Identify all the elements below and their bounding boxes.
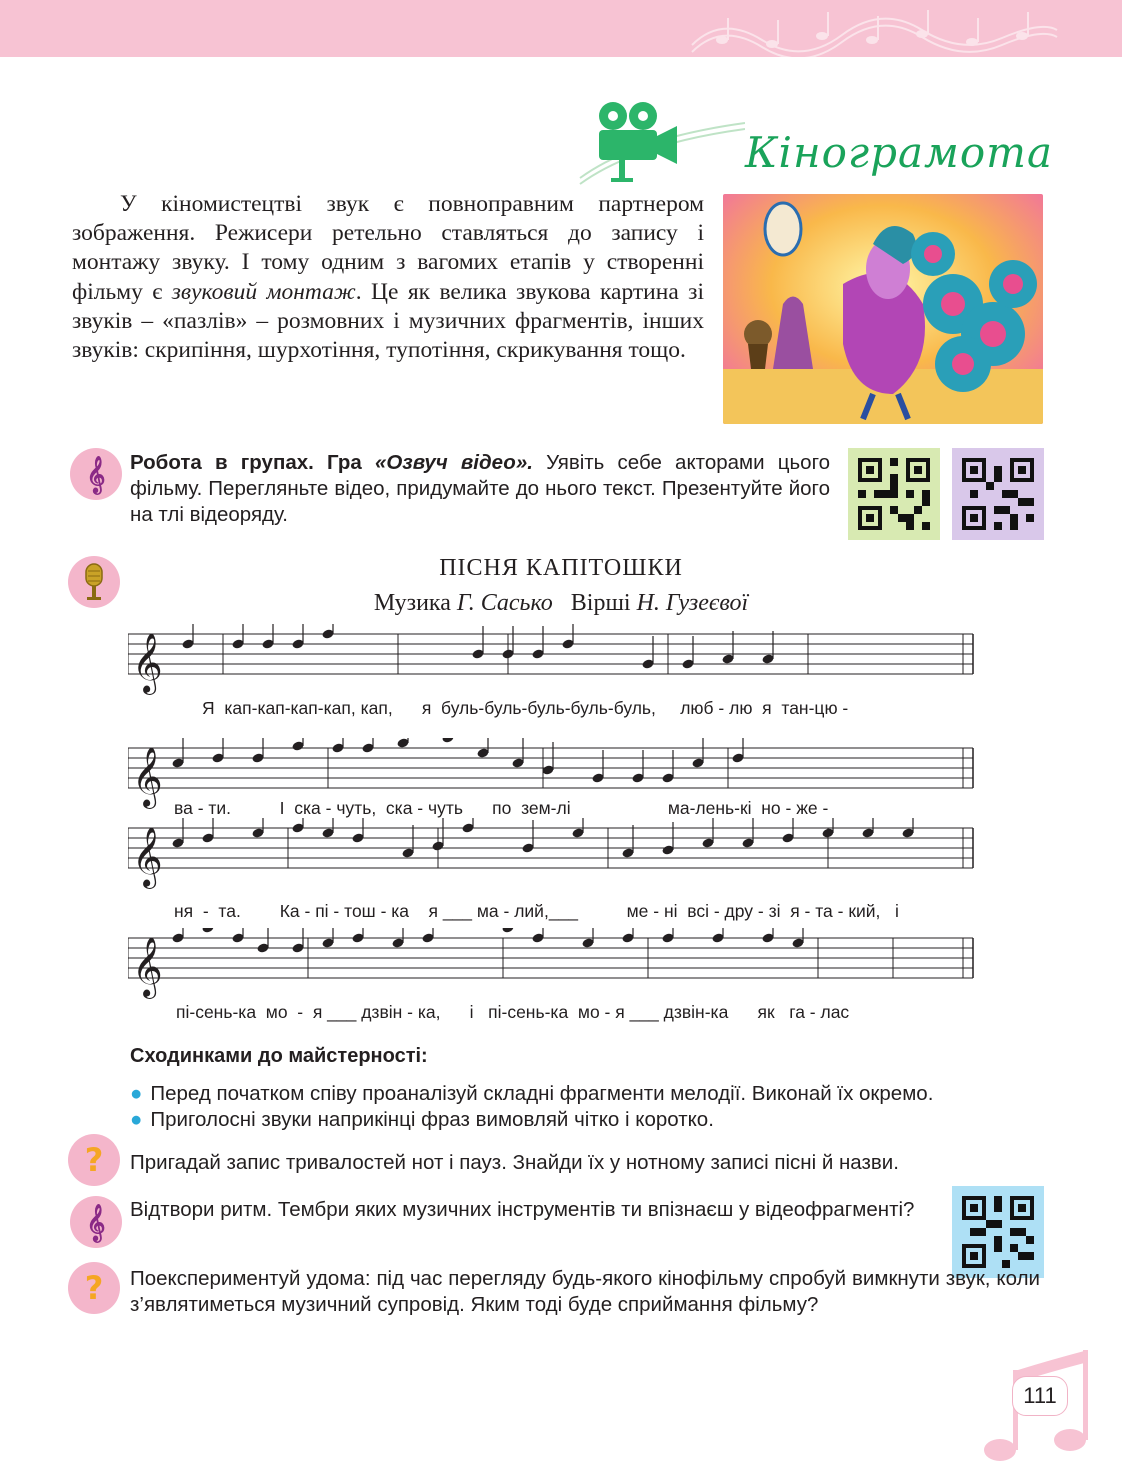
question-icon: ?: [68, 1134, 120, 1186]
step-text: Перед початком співу проаналізуй складні фрагменти мелодії. Виконай їх окремо.: [150, 1082, 934, 1105]
music-notes-decoration: [662, 0, 1062, 57]
lyrics-line: пі-сень-ка мо - я ___ дзвін - ка, і пі-сень-ка мо - я ___ дзвін-ка як га - лас: [176, 1002, 850, 1022]
steps-heading: Сходинками до майстерності:: [130, 1045, 428, 1067]
composer-name: Г. Сасько: [456, 590, 553, 616]
song-title: ПІСНЯ КАПІТОШКИ: [439, 555, 683, 581]
qr-code-icon: [962, 458, 1034, 530]
question-icon: ?: [68, 1262, 120, 1314]
intro-emphasis: звуковий монтаж: [171, 278, 356, 305]
lyrics-line: ня - та. Ка - пі - тош - ка я ___ ма - лий,___ ме - ні всі - дру - зі я - та - кий, і: [174, 901, 899, 921]
treble-clef-icon: 𝄞: [132, 747, 163, 807]
music-label: Музика: [373, 590, 451, 616]
qr-code-purple[interactable]: [952, 448, 1044, 540]
note-head: [441, 738, 454, 744]
qr-code-icon: [858, 458, 930, 530]
treble-clef-icon: 𝄞: [132, 633, 163, 693]
lyrics-line: ва - ти. І ска - чуть, ска - чуть по зем-лі ма-лень-кі но - же -: [174, 798, 829, 818]
question-text: Поекспериментуй удома: під час перегляду будь-якого кінофільму спробуй вимкнути звук, коли з’являтиметься музичний супровід. Яким тоді буде сприймання фільму?: [130, 1267, 1040, 1316]
lyrics-line: Я кап-кап-кап-кап, кап, я буль-буль-буль-буль-буль, люб - лю я тан-цю -: [202, 698, 849, 718]
step-text: Приголосні звуки наприкінці фраз вимовляй чітко і коротко.: [150, 1108, 714, 1131]
page-number: 111: [1012, 1376, 1068, 1416]
step-item: [130, 1082, 933, 1106]
song-credits: [0, 590, 1122, 617]
poet-name: Н. Гузеєвої: [636, 590, 749, 616]
note-head: [501, 928, 514, 934]
music-staff: [128, 928, 978, 1003]
intro-paragraph: [72, 190, 704, 365]
note-head: [201, 928, 214, 934]
section-heading: [575, 98, 1055, 188]
intro-text: У кіномистецтві звук є повноправним партнером зображення. Режисери ретельно ставляться до запису і монтажу звуку. І тому одним з вагомих етапів у створенні фільму є: [72, 191, 704, 305]
qr-code-blue[interactable]: [952, 1186, 1044, 1278]
bullet-dot: ●: [130, 1082, 143, 1105]
film-camera-icon: [575, 98, 745, 188]
treble-clef-icon: 𝄞: [132, 937, 163, 997]
intro-text-end: . Це як велика звукова картина зі звуків – «пазлів» – розмовних і музичних фрагментів, інших звуків: скрипіння, шурхотіння, тупотіння, скрикування тощо.: [72, 278, 704, 364]
section-title: Кінограмота: [745, 128, 1054, 177]
music-staff: [128, 818, 978, 893]
treble-clef-icon: 𝄞: [70, 448, 122, 500]
question-text: Пригадай запис тривалостей нот і пауз. Знайди їх у нотному записі пісні й назви.: [130, 1151, 899, 1174]
music-staff: [128, 624, 978, 699]
game-title: «Озвуч відео».: [374, 451, 533, 474]
qr-code-icon: [962, 1196, 1034, 1268]
treble-clef-icon: 𝄞: [70, 1196, 122, 1248]
cartoon-illustration: [723, 194, 1043, 424]
step-item: [130, 1108, 714, 1132]
group-task-text: Уявіть себе акторами цього фільму. Перегляньте відео, придумайте до нього текст. Презентуйте його на тлі відеоряду.: [130, 451, 830, 526]
bullet-dot: ●: [130, 1108, 143, 1131]
treble-clef-icon: 𝄞: [132, 827, 163, 887]
group-task-heading: Робота в групах. Гра: [130, 451, 375, 474]
question-text: Відтвори ритм. Тембри яких музичних інструментів ти впізнаєш у відеофрагменті?: [130, 1198, 915, 1221]
group-task: [130, 450, 830, 528]
lyrics-label: Вірші: [570, 590, 631, 616]
qr-code-green[interactable]: [848, 448, 940, 540]
